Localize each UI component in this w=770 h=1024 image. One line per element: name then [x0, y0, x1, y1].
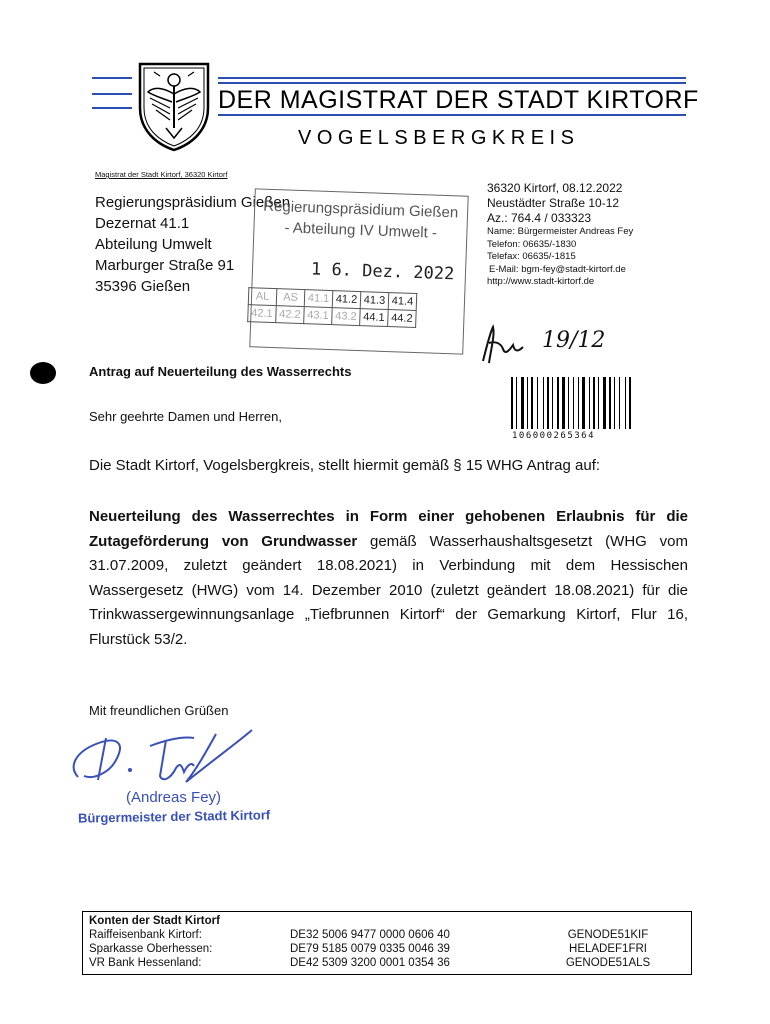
salutation: Sehr geehrte Damen und Herren, — [89, 409, 282, 424]
bank-bic: HELADEF1FRI — [569, 943, 647, 955]
recipient-line: Regierungspräsidium Gießen — [95, 194, 291, 211]
stamp-cell: 43.1 — [304, 307, 333, 325]
bank-names — [89, 928, 212, 970]
bank-name: Raiffeisenbank Kirtorf: — [89, 929, 202, 941]
bank-heading: Konten der Stadt Kirtorf — [89, 915, 220, 927]
stamp-cell: 44.1 — [360, 309, 389, 327]
signatory-role: Bürgermeister der Stadt Kirtorf — [77, 807, 271, 826]
bank-iban: DE32 5006 9477 0000 0606 40 — [290, 929, 450, 941]
stamp-cell: AS — [276, 289, 305, 307]
bank-iban: DE79 5185 0079 0335 0046 39 — [290, 943, 450, 955]
stamp-cell: 42.2 — [276, 306, 305, 324]
stamp-cell: 43.2 — [332, 308, 361, 326]
stamp-department: - Abteilung IV Umwelt - — [284, 219, 438, 242]
barcode-icon — [509, 377, 661, 429]
handwritten-signature — [66, 722, 266, 792]
contact-fax: Telefax: 06635/-1815 — [487, 251, 576, 262]
letterhead-subtitle: VOGELSBERGKREIS — [298, 127, 580, 149]
stamp-cell: 41.1 — [304, 290, 333, 308]
application-text: gemäß Wasserhaushaltsgesetzt (WHG vom 31.07.2009, zuletzt geändert 18.08.2021) in Verbindung mit dem Hessischen Wassergesetz (HWG) vom 14. Dezember 2010 (zuletzt geändert 18.08.2021) für die Trinkwassergewinnungsanlage „Tiefbrunnen Kirtorf“ der Gemarkung Kirtorf, Flur 16, Flurstück 53/2. — [89, 532, 688, 648]
letterhead-rule-mid — [218, 82, 686, 84]
signatory-name: (Andreas Fey) — [126, 789, 222, 806]
contact-name: Name: Bürgermeister Andreas Fey — [487, 226, 634, 237]
bank-bic: GENODE51KIF — [567, 929, 649, 941]
recipient-line: 35396 Gießen — [95, 278, 191, 295]
office-street: Neustädter Straße 10-12 — [487, 196, 620, 210]
stamp-cell: 44.2 — [388, 310, 417, 328]
sender-return-line: Magistrat der Stadt Kirtorf, 36320 Kirtorf — [95, 170, 228, 179]
intro-sentence: Die Stadt Kirtorf, Vogelsbergkreis, stellt hiermit gemäß § 15 WHG Antrag auf: — [89, 457, 601, 474]
stamp-cell: 41.4 — [388, 293, 417, 311]
application-paragraph — [89, 505, 688, 652]
bank-bics — [553, 928, 663, 970]
bank-ibans — [290, 928, 450, 970]
letterhead-rule-top-left — [92, 77, 132, 79]
contact-website: http://www.stadt-kirtorf.de — [487, 276, 595, 287]
recipient-line: Marburger Straße 91 — [95, 257, 235, 274]
recipient-line: Dezernat 41.1 — [95, 215, 190, 232]
subject-line: Antrag auf Neuerteilung des Wasserrechts — [89, 364, 352, 379]
application-heading: Neuerteilung des Wasserrechtes in Form einer gehobenen Erlaubnis für die Zutageförderung von Grundwasser — [89, 508, 688, 550]
letterhead-rule-mid-left — [92, 93, 132, 95]
stamp-date: 1 6. Dez. 2022 — [310, 259, 455, 285]
file-reference: Az.: 764.4 / 033323 — [487, 211, 592, 225]
bank-iban: DE42 5309 3200 0001 0354 36 — [290, 957, 450, 969]
bank-name: Sparkasse Oberhessen: — [89, 943, 213, 955]
letterhead-rule-top — [218, 77, 686, 79]
handwritten-date: 19/12 — [542, 328, 606, 353]
contact-email: E-Mail: bgm-fey@stadt-kirtorf.de — [489, 263, 626, 275]
bank-name: VR Bank Hessenland: — [89, 957, 202, 969]
stamp-cell: AL — [248, 288, 277, 306]
city-crest-icon — [134, 58, 214, 152]
bank-bic: GENODE51ALS — [565, 957, 651, 969]
place-date: 36320 Kirtorf, 08.12.2022 — [487, 181, 623, 195]
letter-meta — [487, 181, 633, 289]
stamp-cell: 41.3 — [360, 292, 389, 310]
stamp-routing-grid — [247, 287, 417, 328]
recipient-line: Abteilung Umwelt — [95, 236, 212, 253]
stamp-cell: 41.2 — [332, 291, 361, 309]
punch-hole-mark — [30, 362, 56, 384]
received-stamp — [249, 188, 468, 354]
bank-accounts-box — [82, 911, 692, 975]
letterhead-rule-low-left — [92, 107, 132, 109]
letterhead-title: DER MAGISTRAT DER STADT KIRTORF — [218, 86, 699, 114]
stamp-authority: Regierungspräsidium Gießen — [262, 197, 459, 222]
contact-phone: Telefon: 06635/-1830 — [487, 238, 577, 250]
barcode-number: 106000265364 — [512, 431, 596, 441]
stamp-cell: 42.1 — [248, 305, 277, 323]
closing-phrase: Mit freundlichen Grüßen — [89, 703, 229, 718]
